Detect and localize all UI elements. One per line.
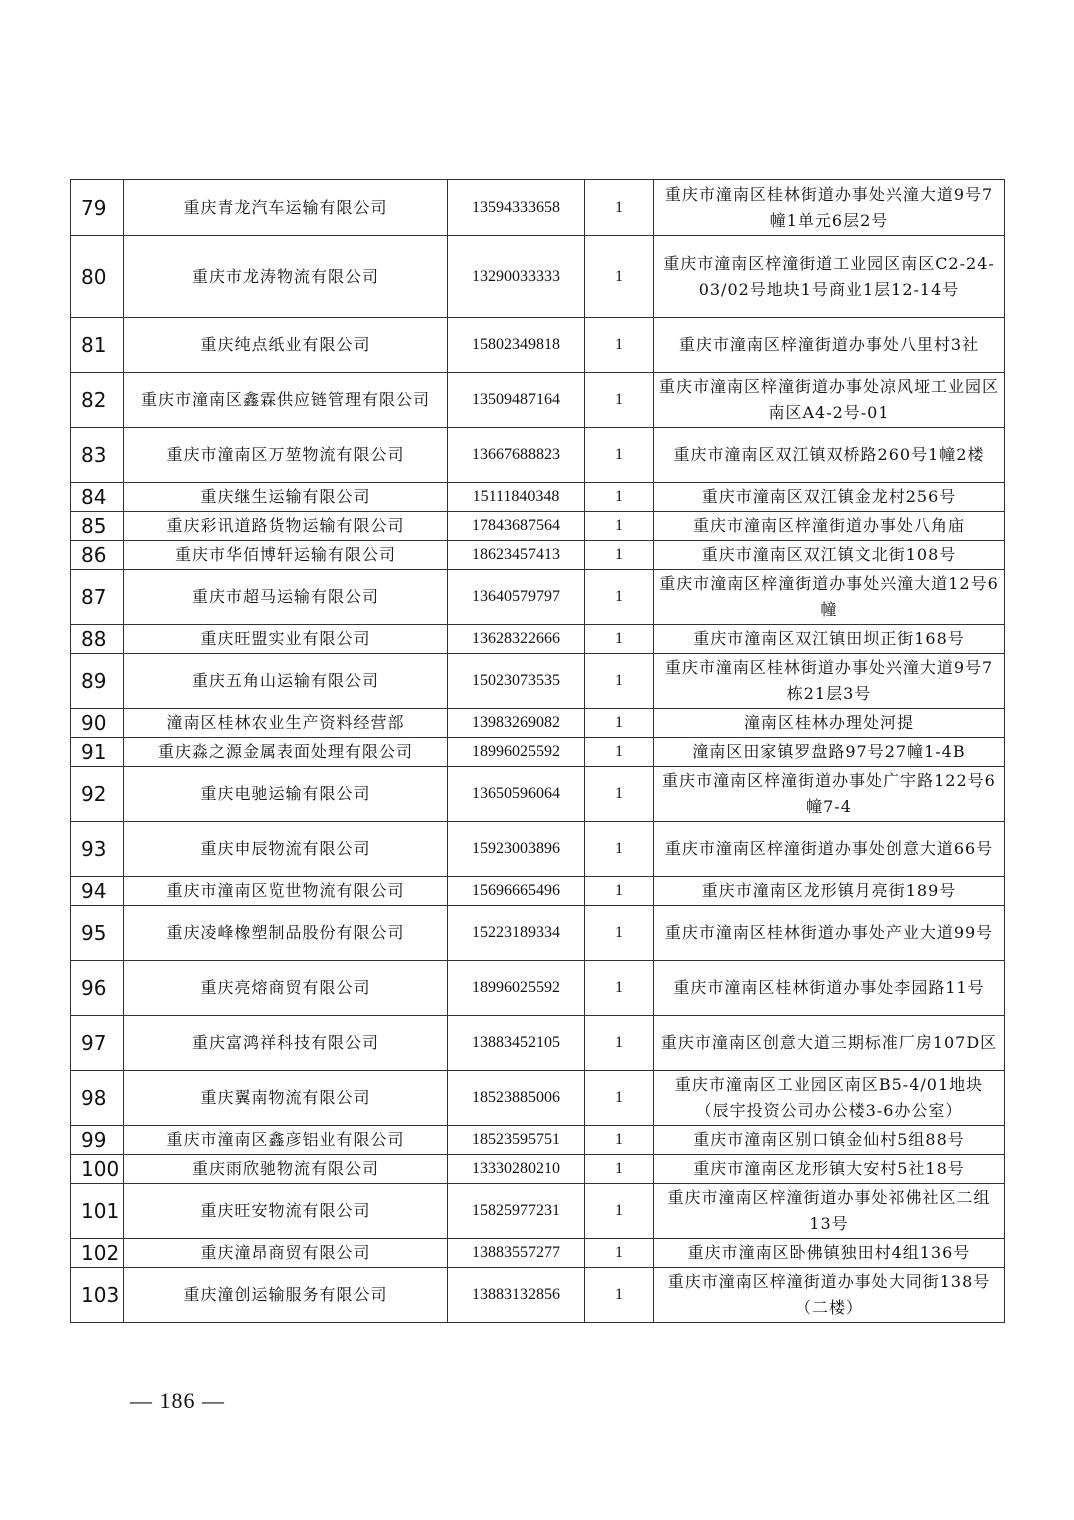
table-row bbox=[71, 1155, 1005, 1184]
address-cell: 重庆市潼南区梓潼街道办事处大同街138号（二楼） bbox=[654, 1268, 1005, 1323]
phone-cell: 13883557277 bbox=[448, 1239, 585, 1268]
address-cell: 重庆市潼南区创意大道三期标准厂房107D区 bbox=[654, 1016, 1005, 1071]
table-row bbox=[71, 570, 1005, 625]
table-row bbox=[71, 1239, 1005, 1268]
row-number-cell: 80 bbox=[71, 236, 124, 318]
company-name-cell: 重庆市潼南区鑫霖供应链管理有限公司 bbox=[124, 373, 448, 428]
company-name-cell: 重庆市潼南区鑫彦铝业有限公司 bbox=[124, 1126, 448, 1155]
phone-cell: 13290033333 bbox=[448, 236, 585, 318]
quantity-cell: 1 bbox=[585, 654, 654, 709]
quantity-cell: 1 bbox=[585, 373, 654, 428]
company-name-cell: 重庆五角山运输有限公司 bbox=[124, 654, 448, 709]
phone-cell: 15825977231 bbox=[448, 1184, 585, 1239]
quantity-cell: 1 bbox=[585, 318, 654, 373]
table-row bbox=[71, 483, 1005, 512]
table-row bbox=[71, 1016, 1005, 1071]
quantity-cell: 1 bbox=[585, 961, 654, 1016]
row-number-cell: 94 bbox=[71, 877, 124, 906]
address-cell: 重庆市潼南区梓潼街道办事处凉风垭工业园区南区A4-2号-01 bbox=[654, 373, 1005, 428]
company-name-cell: 重庆潼昂商贸有限公司 bbox=[124, 1239, 448, 1268]
table-row bbox=[71, 236, 1005, 318]
phone-cell: 13650596064 bbox=[448, 767, 585, 822]
registry-table-body bbox=[71, 180, 1005, 1323]
table-row bbox=[71, 428, 1005, 483]
table-row bbox=[71, 1268, 1005, 1323]
table-row bbox=[71, 625, 1005, 654]
phone-cell: 15023073535 bbox=[448, 654, 585, 709]
row-number-cell: 102 bbox=[71, 1239, 124, 1268]
address-cell: 重庆市潼南区桂林街道办事处兴潼大道9号7幢1单元6层2号 bbox=[654, 180, 1005, 236]
row-number-cell: 81 bbox=[71, 318, 124, 373]
quantity-cell: 1 bbox=[585, 1071, 654, 1126]
address-cell: 重庆市潼南区桂林街道办事处李园路11号 bbox=[654, 961, 1005, 1016]
quantity-cell: 1 bbox=[585, 625, 654, 654]
address-cell: 重庆市潼南区梓潼街道办事处祁佛社区二组13号 bbox=[654, 1184, 1005, 1239]
company-name-cell: 重庆市潼南区万堃物流有限公司 bbox=[124, 428, 448, 483]
company-name-cell: 重庆潼创运输服务有限公司 bbox=[124, 1268, 448, 1323]
quantity-cell: 1 bbox=[585, 236, 654, 318]
address-cell: 重庆市潼南区工业园区南区B5-4/01地块（辰宇投资公司办公楼3-6办公室） bbox=[654, 1071, 1005, 1126]
row-number-cell: 87 bbox=[71, 570, 124, 625]
address-cell: 重庆市潼南区龙形镇月亮街189号 bbox=[654, 877, 1005, 906]
table-row bbox=[71, 709, 1005, 738]
phone-cell: 18996025592 bbox=[448, 961, 585, 1016]
table-row bbox=[71, 822, 1005, 877]
row-number-cell: 82 bbox=[71, 373, 124, 428]
row-number-cell: 97 bbox=[71, 1016, 124, 1071]
quantity-cell: 1 bbox=[585, 906, 654, 961]
address-cell: 重庆市潼南区梓潼街道工业园区南区C2-24-03/02号地块1号商业1层12-14号 bbox=[654, 236, 1005, 318]
row-number-cell: 79 bbox=[71, 180, 124, 236]
company-name-cell: 重庆市超马运输有限公司 bbox=[124, 570, 448, 625]
row-number-cell: 91 bbox=[71, 738, 124, 767]
phone-cell: 13883132856 bbox=[448, 1268, 585, 1323]
address-cell: 潼南区田家镇罗盘路97号27幢1-4B bbox=[654, 738, 1005, 767]
address-cell: 重庆市潼南区双江镇田坝正街168号 bbox=[654, 625, 1005, 654]
phone-cell: 13509487164 bbox=[448, 373, 585, 428]
row-number-cell: 95 bbox=[71, 906, 124, 961]
table-row bbox=[71, 654, 1005, 709]
company-name-cell: 重庆电驰运输有限公司 bbox=[124, 767, 448, 822]
quantity-cell: 1 bbox=[585, 512, 654, 541]
row-number-cell: 85 bbox=[71, 512, 124, 541]
quantity-cell: 1 bbox=[585, 1016, 654, 1071]
quantity-cell: 1 bbox=[585, 1268, 654, 1323]
phone-cell: 18996025592 bbox=[448, 738, 585, 767]
address-cell: 重庆市潼南区双江镇金龙村256号 bbox=[654, 483, 1005, 512]
table-row bbox=[71, 1184, 1005, 1239]
company-name-cell: 重庆富鸿祥科技有限公司 bbox=[124, 1016, 448, 1071]
table-row bbox=[71, 318, 1005, 373]
phone-cell: 13883452105 bbox=[448, 1016, 585, 1071]
address-cell: 重庆市潼南区梓潼街道办事处八里村3社 bbox=[654, 318, 1005, 373]
address-cell: 重庆市潼南区梓潼街道办事处八角庙 bbox=[654, 512, 1005, 541]
phone-cell: 13594333658 bbox=[448, 180, 585, 236]
address-cell: 重庆市潼南区桂林街道办事处兴潼大道9号7栋21层3号 bbox=[654, 654, 1005, 709]
phone-cell: 18523595751 bbox=[448, 1126, 585, 1155]
phone-cell: 13628322666 bbox=[448, 625, 585, 654]
registry-table bbox=[70, 179, 1005, 1323]
quantity-cell: 1 bbox=[585, 1184, 654, 1239]
table-row bbox=[71, 512, 1005, 541]
phone-cell: 17843687564 bbox=[448, 512, 585, 541]
table-row bbox=[71, 906, 1005, 961]
company-name-cell: 重庆亮熔商贸有限公司 bbox=[124, 961, 448, 1016]
row-number-cell: 90 bbox=[71, 709, 124, 738]
table-row bbox=[71, 1071, 1005, 1126]
phone-cell: 13983269082 bbox=[448, 709, 585, 738]
address-cell: 重庆市潼南区梓潼街道办事处广宇路122号6幢7-4 bbox=[654, 767, 1005, 822]
phone-cell: 13640579797 bbox=[448, 570, 585, 625]
row-number-cell: 96 bbox=[71, 961, 124, 1016]
phone-cell: 15696665496 bbox=[448, 877, 585, 906]
row-number-cell: 99 bbox=[71, 1126, 124, 1155]
address-cell: 重庆市潼南区卧佛镇独田村4组136号 bbox=[654, 1239, 1005, 1268]
address-cell: 重庆市潼南区龙形镇大安村5社18号 bbox=[654, 1155, 1005, 1184]
company-name-cell: 重庆纯点纸业有限公司 bbox=[124, 318, 448, 373]
page-number: — 186 — bbox=[130, 1388, 225, 1413]
table-row bbox=[71, 541, 1005, 570]
row-number-cell: 98 bbox=[71, 1071, 124, 1126]
quantity-cell: 1 bbox=[585, 1155, 654, 1184]
row-number-cell: 93 bbox=[71, 822, 124, 877]
company-name-cell: 重庆市龙涛物流有限公司 bbox=[124, 236, 448, 318]
quantity-cell: 1 bbox=[585, 483, 654, 512]
company-name-cell: 重庆市潼南区览世物流有限公司 bbox=[124, 877, 448, 906]
company-name-cell: 潼南区桂林农业生产资料经营部 bbox=[124, 709, 448, 738]
table-row bbox=[71, 1126, 1005, 1155]
quantity-cell: 1 bbox=[585, 570, 654, 625]
quantity-cell: 1 bbox=[585, 428, 654, 483]
company-name-cell: 重庆旺盟实业有限公司 bbox=[124, 625, 448, 654]
table-row bbox=[71, 767, 1005, 822]
company-name-cell: 重庆市华佰博轩运输有限公司 bbox=[124, 541, 448, 570]
quantity-cell: 1 bbox=[585, 822, 654, 877]
row-number-cell: 84 bbox=[71, 483, 124, 512]
table-row bbox=[71, 180, 1005, 236]
row-number-cell: 86 bbox=[71, 541, 124, 570]
company-name-cell: 重庆旺安物流有限公司 bbox=[124, 1184, 448, 1239]
row-number-cell: 89 bbox=[71, 654, 124, 709]
phone-cell: 15923003896 bbox=[448, 822, 585, 877]
quantity-cell: 1 bbox=[585, 877, 654, 906]
phone-cell: 15802349818 bbox=[448, 318, 585, 373]
company-name-cell: 重庆青龙汽车运输有限公司 bbox=[124, 180, 448, 236]
phone-cell: 13330280210 bbox=[448, 1155, 585, 1184]
company-name-cell: 重庆继生运输有限公司 bbox=[124, 483, 448, 512]
row-number-cell: 100 bbox=[71, 1155, 124, 1184]
row-number-cell: 92 bbox=[71, 767, 124, 822]
company-name-cell: 重庆雨欣驰物流有限公司 bbox=[124, 1155, 448, 1184]
address-cell: 重庆市潼南区桂林街道办事处产业大道99号 bbox=[654, 906, 1005, 961]
table-row bbox=[71, 738, 1005, 767]
address-cell: 重庆市潼南区双江镇双桥路260号1幢2楼 bbox=[654, 428, 1005, 483]
quantity-cell: 1 bbox=[585, 767, 654, 822]
table-row bbox=[71, 961, 1005, 1016]
address-cell: 重庆市潼南区梓潼街道办事处创意大道66号 bbox=[654, 822, 1005, 877]
phone-cell: 18523885006 bbox=[448, 1071, 585, 1126]
quantity-cell: 1 bbox=[585, 1239, 654, 1268]
quantity-cell: 1 bbox=[585, 180, 654, 236]
table-row bbox=[71, 373, 1005, 428]
quantity-cell: 1 bbox=[585, 1126, 654, 1155]
table-row bbox=[71, 877, 1005, 906]
company-name-cell: 重庆淼之源金属表面处理有限公司 bbox=[124, 738, 448, 767]
row-number-cell: 88 bbox=[71, 625, 124, 654]
quantity-cell: 1 bbox=[585, 738, 654, 767]
company-name-cell: 重庆凌峰橡塑制品股份有限公司 bbox=[124, 906, 448, 961]
quantity-cell: 1 bbox=[585, 709, 654, 738]
company-name-cell: 重庆彩讯道路货物运输有限公司 bbox=[124, 512, 448, 541]
address-cell: 重庆市潼南区别口镇金仙村5组88号 bbox=[654, 1126, 1005, 1155]
address-cell: 重庆市潼南区梓潼街道办事处兴潼大道12号6幢 bbox=[654, 570, 1005, 625]
phone-cell: 15111840348 bbox=[448, 483, 585, 512]
row-number-cell: 101 bbox=[71, 1184, 124, 1239]
company-name-cell: 重庆申辰物流有限公司 bbox=[124, 822, 448, 877]
address-cell: 重庆市潼南区双江镇文北街108号 bbox=[654, 541, 1005, 570]
company-name-cell: 重庆翼南物流有限公司 bbox=[124, 1071, 448, 1126]
phone-cell: 13667688823 bbox=[448, 428, 585, 483]
row-number-cell: 103 bbox=[71, 1268, 124, 1323]
quantity-cell: 1 bbox=[585, 541, 654, 570]
phone-cell: 15223189334 bbox=[448, 906, 585, 961]
phone-cell: 18623457413 bbox=[448, 541, 585, 570]
address-cell: 潼南区桂林办理处河提 bbox=[654, 709, 1005, 738]
row-number-cell: 83 bbox=[71, 428, 124, 483]
